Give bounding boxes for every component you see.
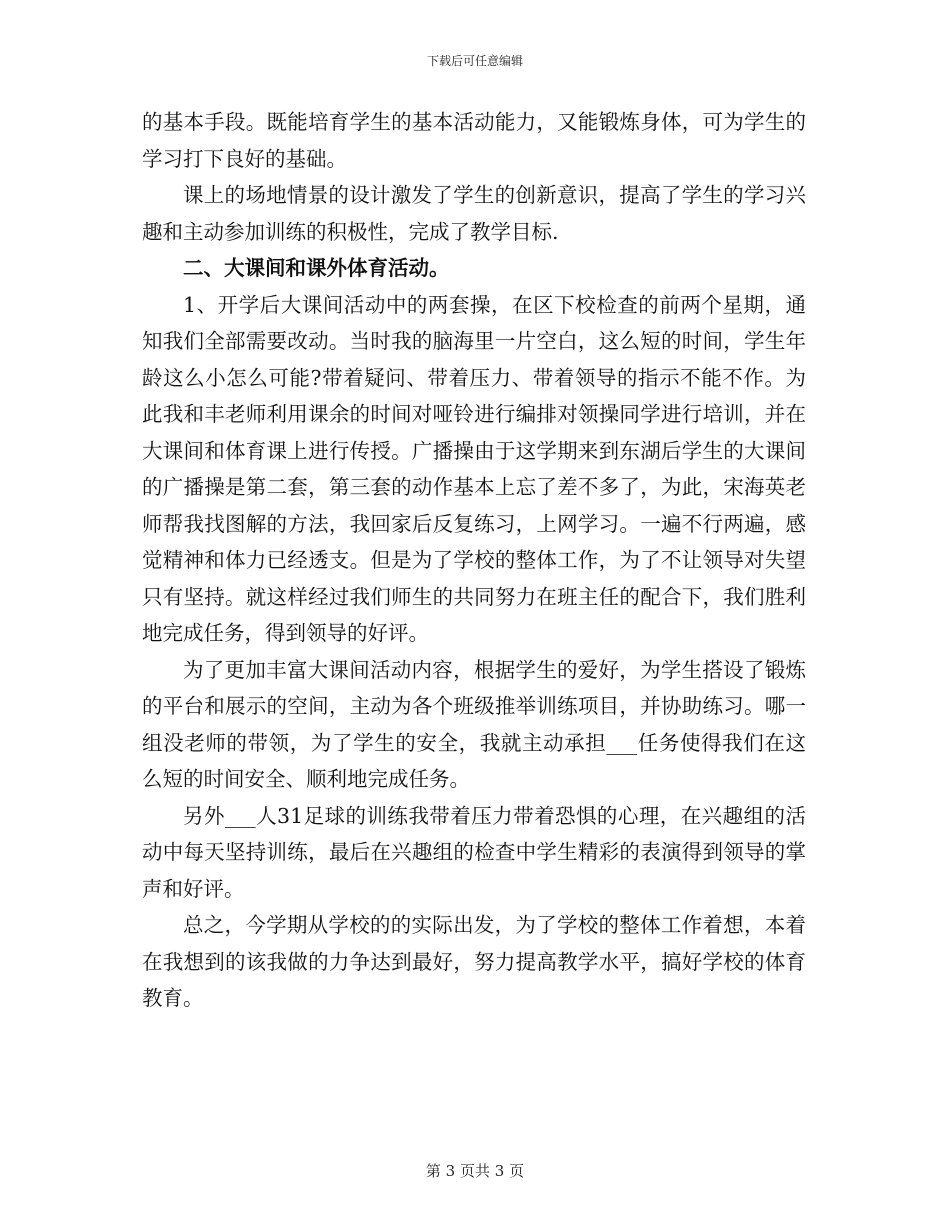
page-number-footer: 第 3 页共 3 页 xyxy=(425,1162,525,1180)
paragraph-exercises: 1、开学后大课间活动中的两套操，在区下校检查的前两个星期，通知我们全部需要改动。当时我的脑海里一片空白，这么短的时间，学生年龄这么小怎么可能?带着疑问、带着压力、带着领导的指示不能不作。为此我和丰老师利用课余的时间对哑铃进行编排对领操同学进行培训，并在大课间和体育课上进行传授。广播操由于这学期来到东湖后学生的大课间的广播操是第二套，第三套的动作基本上忘了差不多了，为此，宋海英老师帮我找图解的方法，我回家后反复练习，上网学习。一遍不行两遍，感觉精神和体力已经透支。但是为了学校的整体工作，为了不让领导对失望只有坚持。就这样经过我们师生的共同努力在班主任的配合下，我们胜利地完成任务，得到领导的好评。 xyxy=(142,292,806,645)
page-header-note: 下载后可任意编辑 xyxy=(426,54,523,68)
document-body xyxy=(142,104,806,1017)
paragraph-continuation: 的基本手段。既能培育学生的基本活动能力，又能锻炼身体，可为学生的学习打下良好的基础。 xyxy=(142,110,806,171)
section-heading-activities: 二、大课间和课外体育活动。 xyxy=(183,256,450,280)
paragraph-football-training: 另外___人31足球的训练我带着压力带着恐惧的心理，在兴趣组的活动中每天坚持训练，最后在兴趣组的检查中学生精彩的表演得到领导的掌声和好评。 xyxy=(142,803,806,901)
paragraph-enrich-activities: 为了更加丰富大课间活动内容，根据学生的爱好，为学生搭设了锻炼的平台和展示的空间，主动为各个班级推举训练项目，并协助练习。哪一组没老师的带领，为了学生的安全，我就主动承担___任务使得我们在这么短的时间安全、顺利地完成任务。 xyxy=(142,657,806,791)
paragraph-classroom-design: 课上的场地情景的设计激发了学生的创新意识，提高了学生的学习兴趣和主动参加训练的积极性，完成了教学目标. xyxy=(142,183,806,244)
paragraph-summary: 总之，今学期从学校的的实际出发，为了学校的整体工作着想，本着在我想到的该我做的力争达到最好，努力提高教学水平，搞好学校的体育教育。 xyxy=(142,913,806,1010)
